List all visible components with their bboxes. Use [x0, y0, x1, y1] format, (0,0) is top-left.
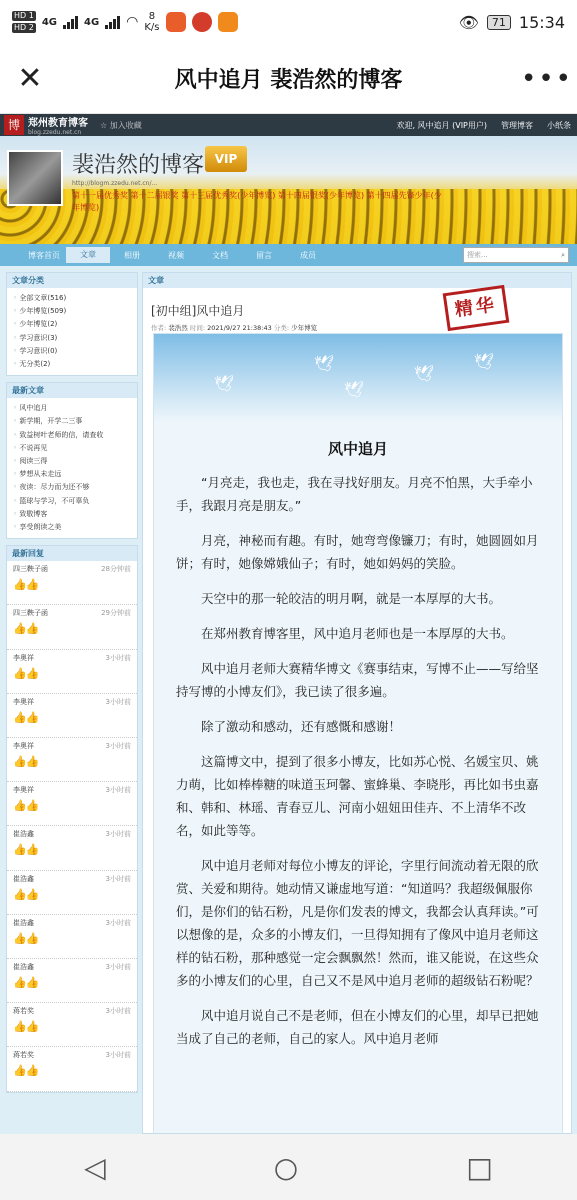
- thumbs-up-icon: 👍👍: [13, 666, 39, 680]
- article-section-title: 文章: [143, 273, 571, 288]
- category-item[interactable]: ◦ 少年博览(509): [13, 305, 131, 318]
- reply-author[interactable]: 四三鞅子函: [13, 609, 48, 618]
- sim-indicator: [12, 11, 36, 33]
- reply-time: 3小时前: [105, 742, 131, 750]
- reply-author[interactable]: 李奥祥: [13, 786, 34, 795]
- article-paragraph: 风中追月说自己不是老师，但在小博友们的心里，却早已把她当成了自己的老师，自己的家人。风中追月老师: [176, 1008, 539, 1046]
- recent-replies-panel: [6, 545, 138, 1092]
- site-logo[interactable]: 博: [4, 115, 24, 135]
- thumbs-up-icon: 👍👍: [13, 975, 39, 989]
- reply-time: 3小时前: [105, 786, 131, 795]
- thumbs-up-icon: 👍👍: [13, 622, 39, 636]
- sidebar: [6, 272, 138, 1099]
- thumbs-up-icon: 👍👍: [13, 710, 39, 724]
- site-name: 郑州教育博客: [28, 118, 88, 129]
- reply-author[interactable]: 四三鞅子函: [13, 565, 48, 574]
- categories-panel: [6, 272, 138, 376]
- notes-link[interactable]: 小纸条: [547, 120, 571, 130]
- sky-doves-image: 🕊 🕊 🕊 🕊 🕊: [154, 334, 562, 422]
- speed-unit: K/s: [144, 22, 160, 33]
- network-speed: [144, 11, 159, 33]
- blog-body: [0, 266, 577, 1134]
- thumbs-up-icon: 👍👍: [13, 578, 39, 592]
- reply-item[interactable]: [7, 1047, 137, 1091]
- category-item[interactable]: ◦ 学习意识(3): [13, 332, 131, 345]
- reply-item[interactable]: [7, 694, 137, 738]
- recent-article-link[interactable]: ◦ 享受朗读之美: [13, 521, 131, 534]
- reply-author[interactable]: 崔浩鑫: [13, 962, 34, 971]
- reply-time: 3小时前: [105, 1051, 131, 1060]
- thumbs-up-icon: 👍👍: [13, 1020, 39, 1034]
- category-label: 分类:: [273, 324, 290, 332]
- hd2-label: HD 2: [14, 23, 34, 32]
- signal-icon: [63, 15, 78, 29]
- reply-time: 29分钟前: [101, 609, 131, 618]
- title-bar: [0, 44, 577, 114]
- reply-item[interactable]: [7, 826, 137, 870]
- eye-icon: 👁: [458, 12, 479, 32]
- reply-time: 3小时前: [105, 918, 131, 927]
- categories-title: 文章分类: [7, 273, 137, 288]
- reply-time: 3小时前: [105, 962, 131, 971]
- reply-time: 3小时前: [105, 653, 131, 662]
- signal-type-2: 4G: [83, 16, 100, 28]
- author-label: 作者:: [151, 324, 167, 332]
- app-notification-icon-3: [218, 12, 238, 32]
- article-panel: [142, 272, 572, 1134]
- category-item[interactable]: ◦ 全部文章(516): [13, 292, 131, 305]
- blog-top-bar: [0, 114, 577, 136]
- manage-blog-link[interactable]: 管理博客: [501, 120, 533, 130]
- signal-type-1: 4G: [41, 16, 57, 28]
- reply-item[interactable]: [7, 782, 137, 826]
- thumbs-up-icon: 👍👍: [13, 755, 39, 768]
- article-paragraph: 月亮，神秘而有趣。有时，她弯弯像镰刀；有时，她圆圆如月饼；有时，她像嫦娥仙子；有时，她如妈妈的笑脸。: [176, 533, 539, 571]
- article-paragraph: 风中追月老师大赛精华博文《赛事结束，写博不止——写给坚持写博的小博友们》，我已读了很多遍。: [176, 661, 539, 699]
- recent-article-link[interactable]: ◦ 致益树叶老师的信，请查收: [13, 429, 131, 442]
- recent-article-link[interactable]: ◦ 不说再见: [13, 442, 131, 455]
- article-paragraph: “月亮走，我也走，我在寻找好朋友。月亮不怕黑，大手牵小手，我跟月亮是朋友。”: [176, 475, 533, 513]
- thumbs-up-icon: 👍👍: [13, 887, 39, 901]
- nav-articles[interactable]: 文章: [66, 247, 110, 263]
- blog-nav: [0, 244, 577, 266]
- more-icon[interactable]: •••: [520, 63, 573, 94]
- search-placeholder: 搜索...: [467, 251, 488, 259]
- status-bar: [0, 0, 577, 44]
- signal-icon-2: [105, 15, 120, 29]
- back-icon[interactable]: ◁: [84, 1150, 106, 1184]
- welcome-text: 欢迎, 风中追月 (VIP用户): [396, 120, 487, 130]
- site-url: blog.zzedu.net.cn: [28, 129, 82, 136]
- recent-title: 最新文章: [7, 383, 137, 398]
- recent-article-link[interactable]: ◦ 阅读三得: [13, 455, 131, 468]
- blog-banner: [0, 136, 577, 244]
- reply-item[interactable]: [7, 738, 137, 782]
- recents-icon[interactable]: □: [466, 1150, 493, 1184]
- category-item[interactable]: ◦ 学习意识(0): [13, 345, 131, 358]
- featured-stamp: 精华: [443, 285, 510, 331]
- vip-badge: VIP: [205, 146, 247, 172]
- category-item[interactable]: ◦ 无分类(2): [13, 358, 131, 371]
- recent-article-link[interactable]: ◦ 夜读：尽力而为还不够: [13, 481, 131, 494]
- awards-text: 第十一届优秀奖 第十二届银奖 第十三届优秀奖(少年博览) 第十四届银奖(少年博览) 第十四届先锋少年(少年博览): [72, 191, 442, 212]
- hd1-label: HD 1: [14, 11, 34, 20]
- nav-video[interactable]: 视频: [168, 250, 184, 260]
- reply-time: 28分钟前: [101, 565, 131, 574]
- category-item[interactable]: ◦ 少年博览(2): [13, 318, 131, 331]
- article-paragraph: 天空中的那一轮皎洁的明月啊，就是一本厚厚的大书。: [201, 591, 502, 606]
- avatar[interactable]: [7, 150, 63, 206]
- thumbs-up-icon: 👍👍: [13, 843, 39, 857]
- close-icon[interactable]: ✕: [17, 61, 43, 96]
- reply-author[interactable]: 崔浩鑫: [13, 874, 34, 883]
- article-title: [初中组]风中追月: [151, 304, 245, 318]
- article-paragraph: 这篇博文中，提到了很多小博友，比如苏心悦、名媛宝贝、姚力萌，比如棒棒糖的味道玉珂馨、蜜蜂巢、李晓彤，再比如书虫嘉和、韩和、林瑶、青春豆儿、河南小妞妞田佳卉、不上清华不改名，如此等等。: [176, 754, 539, 838]
- search-input[interactable]: [463, 247, 569, 263]
- blog-url: http://blogm.zzedu.net.cn/...: [72, 180, 158, 187]
- recent-article-link[interactable]: ◦ 篮球与学习，不可辜负: [13, 495, 131, 508]
- article-paragraph: 除了激动和感动，还有感慨和感谢！: [201, 719, 402, 734]
- replies-title: 最新回复: [7, 546, 137, 561]
- thumbs-up-icon: 👍👍: [13, 1064, 39, 1078]
- nav-members[interactable]: 成员: [300, 250, 316, 260]
- clock: 15:34: [518, 12, 565, 32]
- app-notification-icon-2: [192, 12, 212, 32]
- reply-author[interactable]: 崔浩鑫: [13, 830, 34, 839]
- recent-article-link[interactable]: ◦ 风中追月: [13, 402, 131, 415]
- reply-item[interactable]: [7, 561, 137, 605]
- reply-author[interactable]: 崔浩鑫: [13, 918, 34, 927]
- reply-item[interactable]: [7, 959, 137, 1003]
- reply-author[interactable]: 李奥祥: [13, 742, 34, 750]
- reply-time: 3小时前: [105, 830, 131, 839]
- system-nav-bar: [0, 1134, 577, 1200]
- speed-value: 8: [148, 11, 156, 22]
- reply-time: 3小时前: [105, 874, 131, 883]
- recent-articles-panel: [6, 382, 138, 539]
- reply-item[interactable]: [7, 605, 137, 649]
- reply-author[interactable]: 李奥祥: [13, 653, 34, 662]
- reply-author[interactable]: 蒋若奖: [13, 1051, 34, 1060]
- thumbs-up-icon: 👍👍: [13, 931, 39, 945]
- article-paragraph: 在郑州教育博客里，风中追月老师也是一本厚厚的大书。: [201, 626, 514, 641]
- reply-author[interactable]: 蒋若奖: [13, 1007, 34, 1016]
- time-label: 时间:: [189, 324, 206, 332]
- thumbs-up-icon: 👍👍: [13, 799, 39, 813]
- blog-name: 裴浩然的博客: [72, 153, 205, 178]
- nav-album[interactable]: 相册: [124, 250, 140, 260]
- article-paragraph: 风中追月老师对每位小博友的评论，字里行间流动着无限的欣赏、关爱和期待。她动情又谦虚地写道：“知道吗？我超级佩服你们，是你们的钻石粉，凡是你们发表的博文，我都会认真拜读。”可以想像的是，众多的小博友们，一旦得知拥有了像风中追月老师这样的钻石粉，那种感觉一定会飘飘然！然而，谁又能说，在这些众多的小博友们的心里，自己又不是风中追月老师的超级钻石粉呢？: [176, 858, 539, 988]
- reply-item[interactable]: [7, 915, 137, 959]
- reply-item[interactable]: [7, 1003, 137, 1047]
- home-icon[interactable]: ○: [273, 1150, 299, 1184]
- page-title: 风中追月 裴浩然的博客: [174, 68, 403, 93]
- reply-item[interactable]: [7, 650, 137, 694]
- wifi-icon: ◠: [126, 14, 139, 30]
- reply-item[interactable]: [7, 871, 137, 915]
- reply-time: 3小时前: [105, 697, 131, 706]
- article-author[interactable]: 裴浩然: [168, 324, 188, 332]
- article-meta: [151, 323, 571, 332]
- recent-article-link[interactable]: ◦ 梦想从未走远: [13, 468, 131, 481]
- nav-docs[interactable]: 文档: [212, 250, 228, 260]
- recent-article-link[interactable]: ◦ 新学期，开学二三事: [13, 415, 131, 428]
- battery-icon: 71: [487, 15, 511, 30]
- add-favorite-link[interactable]: ☆ 加入收藏: [100, 120, 142, 130]
- article-content: [153, 333, 563, 1134]
- recent-article-link[interactable]: ◦ 致敬博客: [13, 508, 131, 521]
- article-heading: 风中追月: [327, 440, 388, 458]
- app-notification-icon: [166, 12, 186, 32]
- reply-time: 3小时前: [105, 1007, 131, 1016]
- article-category[interactable]: 少年博览: [291, 324, 318, 332]
- nav-home[interactable]: 博客首页: [28, 250, 60, 260]
- nav-messages[interactable]: 留言: [256, 250, 272, 260]
- reply-author[interactable]: 李奥祥: [13, 697, 34, 706]
- article-time: 2021/9/27 21:38:43: [207, 324, 272, 332]
- search-icon[interactable]: ⌕: [561, 251, 565, 259]
